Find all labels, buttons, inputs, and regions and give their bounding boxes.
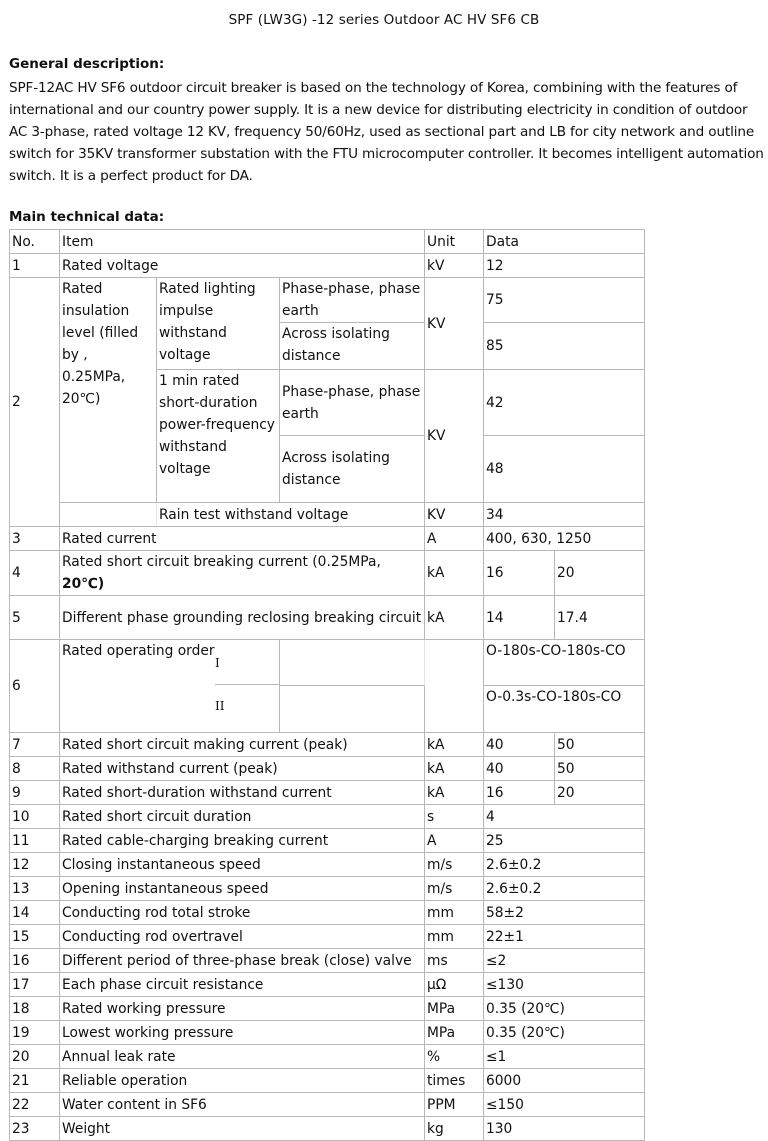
row-unit: MPa <box>425 1021 484 1045</box>
row-data-1: 14 <box>484 596 555 640</box>
row-unit: kA <box>425 757 484 781</box>
row-no: 12 <box>10 853 60 877</box>
row-no: 11 <box>10 829 60 853</box>
row-data-2: 20 <box>555 781 645 805</box>
row-no: 19 <box>10 1021 60 1045</box>
technical-data-heading: Main technical data: <box>9 209 165 225</box>
row-item: Reliable operation <box>60 1069 425 1093</box>
row-no: 22 <box>10 1093 60 1117</box>
table-row <box>10 254 645 278</box>
row-data: 58±2 <box>484 901 645 925</box>
row-unit: μΩ <box>425 973 484 997</box>
power-isolating-label: Across isolating distance <box>280 436 425 503</box>
table-row <box>10 973 645 997</box>
row-no: 9 <box>10 781 60 805</box>
row-item-bold-text: 20℃) <box>62 576 105 592</box>
table-row <box>10 901 645 925</box>
table-row <box>10 278 645 323</box>
lightning-unit: KV <box>425 278 484 370</box>
row-item: Rated withstand current (peak) <box>60 757 425 781</box>
row-unit: kA <box>425 733 484 757</box>
row-unit: MPa <box>425 997 484 1021</box>
row-unit: mm <box>425 925 484 949</box>
general-description-text: SPF-12AC HV SF6 outdoor circuit breaker is based on the technology of Korea, combining with the features of international and our country power supply. It is a new device for distributing electricity in condition of outdoor AC 3-phase, rated voltage 12 KV, frequency 50/60Hz, used as sectional part and LB for city network and outline switch for 35KV transformer substation with the FTU microcomputer controller. It becomes intelligent automation switch. It is a perfect product for DA. <box>9 80 764 184</box>
row-no: 10 <box>10 805 60 829</box>
technical-data-table <box>9 229 645 1141</box>
row-data: 400, 630, 1250 <box>484 527 645 551</box>
rain-test-value: 34 <box>484 503 645 527</box>
operating-order-label: Rated operating order <box>62 643 215 659</box>
row-no: 14 <box>10 901 60 925</box>
row-item: Rated short circuit making current (peak) <box>60 733 425 757</box>
operating-order-blank-1 <box>280 640 425 686</box>
row-no: 4 <box>10 551 60 596</box>
table-row <box>10 757 645 781</box>
row-data: 0.35 (20℃) <box>484 997 645 1021</box>
row-data: 22±1 <box>484 925 645 949</box>
row-data-2: 50 <box>555 757 645 781</box>
header-item: Item <box>60 230 425 254</box>
row-unit: s <box>425 805 484 829</box>
operating-order-cell <box>60 640 280 733</box>
row-item: Opening instantaneous speed <box>60 877 425 901</box>
row-no: 6 <box>10 640 60 733</box>
row-item: Each phase circuit resistance <box>60 973 425 997</box>
row-item: Different phase grounding reclosing breaking circuit <box>60 596 425 640</box>
row-data: 25 <box>484 829 645 853</box>
row-no: 13 <box>10 877 60 901</box>
row-unit: kA <box>425 551 484 596</box>
row-no: 23 <box>10 1117 60 1141</box>
table-row <box>10 1021 645 1045</box>
rain-test-spacer <box>60 503 157 527</box>
row-no: 20 <box>10 1045 60 1069</box>
row-data: ≤150 <box>484 1093 645 1117</box>
operating-order-data-2: O-0.3s-CO-180s-CO <box>484 685 645 732</box>
header-data: Data <box>484 230 645 254</box>
row-data: ≤2 <box>484 949 645 973</box>
row-unit: A <box>425 829 484 853</box>
row-data-2: 50 <box>555 733 645 757</box>
lightning-phase-value: 75 <box>484 278 645 323</box>
row-data-1: 16 <box>484 551 555 596</box>
table-row <box>10 877 645 901</box>
row-item: Lowest working pressure <box>60 1021 425 1045</box>
row-data: 130 <box>484 1117 645 1141</box>
power-isolating-value: 48 <box>484 436 645 503</box>
power-frequency-label: 1 min rated short-duration power-frequency withstand voltage <box>157 370 280 503</box>
row-unit: times <box>425 1069 484 1093</box>
insulation-level-label: Rated insulation level (filled by , 0.25MPa, 20℃) <box>60 278 157 503</box>
row-item: Closing instantaneous speed <box>60 853 425 877</box>
table-row <box>10 805 645 829</box>
table-row <box>10 1045 645 1069</box>
row-unit: kA <box>425 781 484 805</box>
table-row <box>10 1069 645 1093</box>
row-no: 16 <box>10 949 60 973</box>
rain-test-unit: KV <box>425 503 484 527</box>
row-item: Annual leak rate <box>60 1045 425 1069</box>
row-data-1: 40 <box>484 733 555 757</box>
row-data-2: 20 <box>555 551 645 596</box>
row-item: Rated cable-charging breaking current <box>60 829 425 853</box>
power-phase-label: Phase-phase, phase earth <box>280 370 425 436</box>
row-item: Rated voltage <box>60 254 425 278</box>
table-row <box>10 949 645 973</box>
row-no: 17 <box>10 973 60 997</box>
row-data: 12 <box>484 254 645 278</box>
table-row <box>10 781 645 805</box>
row-unit: mm <box>425 901 484 925</box>
table-row <box>10 853 645 877</box>
operating-order-sub-1: I <box>215 640 279 685</box>
power-unit: KV <box>425 370 484 503</box>
row-item: Rated short-duration withstand current <box>60 781 425 805</box>
row-data: 2.6±0.2 <box>484 853 645 877</box>
table-row <box>10 640 645 686</box>
operating-order-blank-2 <box>280 685 425 732</box>
row-item: Conducting rod total stroke <box>60 901 425 925</box>
table-row <box>10 997 645 1021</box>
rain-test-label: Rain test withstand voltage <box>157 503 425 527</box>
operating-order-data-1: O-180s-CO-180s-CO <box>484 640 645 686</box>
table-row <box>10 596 645 640</box>
table-row <box>10 829 645 853</box>
operating-order-unit <box>425 640 484 733</box>
row-no: 8 <box>10 757 60 781</box>
table-row <box>10 1117 645 1141</box>
row-no: 21 <box>10 1069 60 1093</box>
table-row <box>10 551 645 596</box>
row-item: Different period of three-phase break (close) valve <box>60 949 425 973</box>
row-no: 15 <box>10 925 60 949</box>
lightning-isolating-label: Across isolating distance <box>280 323 425 370</box>
row-data-1: 16 <box>484 781 555 805</box>
row-no: 7 <box>10 733 60 757</box>
power-phase-value: 42 <box>484 370 645 436</box>
operating-order-sub-2: II <box>215 699 225 713</box>
row-unit: m/s <box>425 877 484 901</box>
row-unit: kA <box>425 596 484 640</box>
row-data: 4 <box>484 805 645 829</box>
row-unit: kV <box>425 254 484 278</box>
table-row <box>10 527 645 551</box>
table-header-row <box>10 230 645 254</box>
lightning-phase-label: Phase-phase, phase earth <box>280 278 425 323</box>
row-item: Rated working pressure <box>60 997 425 1021</box>
row-item: Rated current <box>60 527 425 551</box>
table-row <box>10 925 645 949</box>
general-description-heading: General description: <box>9 56 165 72</box>
row-item: Conducting rod overtravel <box>60 925 425 949</box>
row-unit: % <box>425 1045 484 1069</box>
row-data: ≤130 <box>484 973 645 997</box>
row-item-text: Rated short circuit breaking current (0.25MPa, <box>62 554 381 570</box>
row-unit: m/s <box>425 853 484 877</box>
row-item: Rated short circuit duration <box>60 805 425 829</box>
row-data: 6000 <box>484 1069 645 1093</box>
row-no: 1 <box>10 254 60 278</box>
row-no: 5 <box>10 596 60 640</box>
row-unit: kg <box>425 1117 484 1141</box>
row-unit: A <box>425 527 484 551</box>
row-data: 0.35 (20℃) <box>484 1021 645 1045</box>
row-data: ≤1 <box>484 1045 645 1069</box>
table-row <box>10 503 645 527</box>
header-no: No. <box>10 230 60 254</box>
row-data-1: 40 <box>484 757 555 781</box>
table-row <box>10 733 645 757</box>
page-title: SPF (LW3G) -12 series Outdoor AC HV SF6 CB <box>228 12 540 28</box>
row-data-2: 17.4 <box>555 596 645 640</box>
table-row <box>10 1093 645 1117</box>
row-no: 18 <box>10 997 60 1021</box>
row-item <box>60 551 425 596</box>
row-data: 2.6±0.2 <box>484 877 645 901</box>
row-no: 2 <box>10 278 60 527</box>
row-item: Weight <box>60 1117 425 1141</box>
row-no: 3 <box>10 527 60 551</box>
header-unit: Unit <box>425 230 484 254</box>
row-unit: ms <box>425 949 484 973</box>
row-item: Water content in SF6 <box>60 1093 425 1117</box>
lightning-isolating-value: 85 <box>484 323 645 370</box>
lightning-impulse-label: Rated lighting impulse withstand voltage <box>157 278 280 370</box>
row-unit: PPM <box>425 1093 484 1117</box>
